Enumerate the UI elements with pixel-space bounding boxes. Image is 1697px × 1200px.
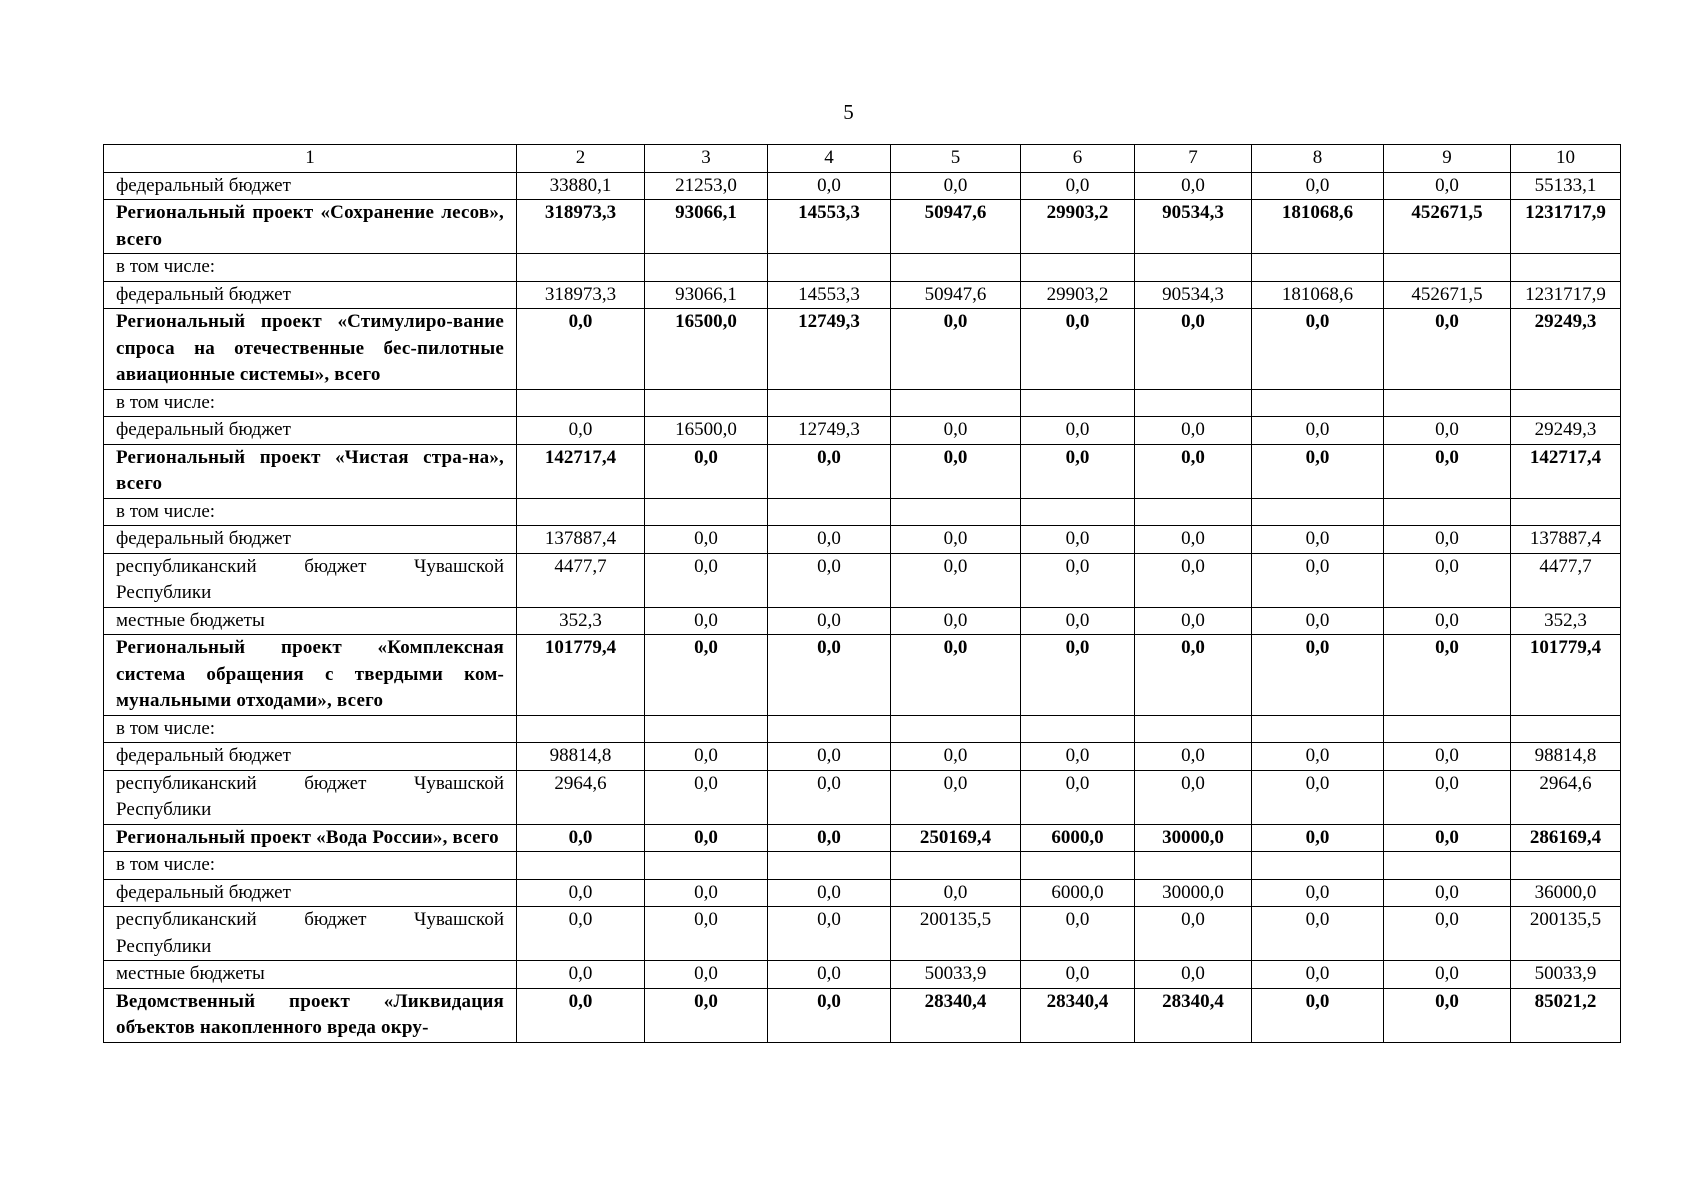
value-cell	[517, 715, 645, 743]
row-label: федеральный бюджет	[104, 743, 517, 771]
value-cell: 2964,6	[1511, 770, 1621, 824]
value-cell: 50947,6	[891, 281, 1021, 309]
row-label: Региональный проект «Вода России», всего	[104, 824, 517, 852]
table-row	[104, 254, 1621, 282]
value-cell: 0,0	[517, 309, 645, 390]
value-cell	[645, 254, 768, 282]
value-cell	[891, 715, 1021, 743]
value-cell: 142717,4	[1511, 444, 1621, 498]
value-cell: 0,0	[1135, 309, 1252, 390]
table-row	[104, 852, 1621, 880]
row-label: федеральный бюджет	[104, 172, 517, 200]
value-cell: 0,0	[517, 879, 645, 907]
value-cell: 0,0	[1252, 743, 1384, 771]
table-row	[104, 988, 1621, 1042]
value-cell: 0,0	[1384, 526, 1511, 554]
value-cell: 0,0	[1021, 444, 1135, 498]
table-row	[104, 526, 1621, 554]
value-cell	[645, 852, 768, 880]
value-cell	[517, 389, 645, 417]
value-cell: 16500,0	[645, 417, 768, 445]
value-cell: 28340,4	[1021, 988, 1135, 1042]
table-row	[104, 444, 1621, 498]
table-row	[104, 172, 1621, 200]
value-cell: 0,0	[1384, 907, 1511, 961]
row-label: Региональный проект «Сохранение лесов», всего	[104, 200, 517, 254]
value-cell: 0,0	[1252, 526, 1384, 554]
value-cell: 90534,3	[1135, 200, 1252, 254]
value-cell: 352,3	[517, 607, 645, 635]
table-row	[104, 907, 1621, 961]
row-label: республиканский бюджет Чувашской Республики	[104, 770, 517, 824]
budget-table	[103, 144, 1621, 1043]
value-cell: 0,0	[1021, 526, 1135, 554]
value-cell	[1021, 715, 1135, 743]
value-cell	[517, 852, 645, 880]
value-cell: 0,0	[1252, 988, 1384, 1042]
value-cell: 0,0	[1135, 417, 1252, 445]
row-label: в том числе:	[104, 389, 517, 417]
value-cell: 14553,3	[768, 281, 891, 309]
value-cell: 0,0	[891, 553, 1021, 607]
value-cell: 0,0	[768, 824, 891, 852]
value-cell: 0,0	[645, 988, 768, 1042]
value-cell	[1511, 715, 1621, 743]
value-cell: 0,0	[517, 961, 645, 989]
value-cell: 21253,0	[645, 172, 768, 200]
table-row	[104, 498, 1621, 526]
value-cell: 137887,4	[517, 526, 645, 554]
value-cell: 0,0	[645, 553, 768, 607]
row-label: в том числе:	[104, 498, 517, 526]
value-cell: 318973,3	[517, 281, 645, 309]
column-header: 4	[768, 145, 891, 173]
value-cell: 93066,1	[645, 281, 768, 309]
value-cell: 181068,6	[1252, 281, 1384, 309]
value-cell: 29903,2	[1021, 281, 1135, 309]
value-cell: 12749,3	[768, 309, 891, 390]
row-label: Региональный проект «Комплексная система обращения с твердыми ком-мунальными отходами», всего	[104, 635, 517, 716]
value-cell: 0,0	[645, 743, 768, 771]
value-cell	[645, 389, 768, 417]
value-cell: 137887,4	[1511, 526, 1621, 554]
table-row	[104, 607, 1621, 635]
table-row	[104, 635, 1621, 716]
value-cell: 0,0	[1021, 770, 1135, 824]
value-cell: 0,0	[645, 607, 768, 635]
value-cell: 0,0	[1135, 907, 1252, 961]
value-cell: 0,0	[1384, 607, 1511, 635]
value-cell	[1252, 498, 1384, 526]
value-cell: 0,0	[1384, 635, 1511, 716]
value-cell: 85021,2	[1511, 988, 1621, 1042]
value-cell: 0,0	[645, 907, 768, 961]
value-cell	[768, 389, 891, 417]
value-cell: 28340,4	[1135, 988, 1252, 1042]
value-cell: 4477,7	[517, 553, 645, 607]
value-cell: 0,0	[1384, 824, 1511, 852]
value-cell: 0,0	[1021, 172, 1135, 200]
value-cell: 0,0	[768, 770, 891, 824]
table-row	[104, 879, 1621, 907]
value-cell: 0,0	[768, 607, 891, 635]
value-cell: 90534,3	[1135, 281, 1252, 309]
table-row	[104, 417, 1621, 445]
row-label: в том числе:	[104, 852, 517, 880]
value-cell: 2964,6	[517, 770, 645, 824]
value-cell: 0,0	[891, 444, 1021, 498]
value-cell: 101779,4	[1511, 635, 1621, 716]
value-cell: 0,0	[1135, 553, 1252, 607]
value-cell: 0,0	[891, 770, 1021, 824]
value-cell: 0,0	[891, 607, 1021, 635]
value-cell: 250169,4	[891, 824, 1021, 852]
value-cell: 28340,4	[891, 988, 1021, 1042]
value-cell: 0,0	[768, 879, 891, 907]
value-cell: 0,0	[1384, 988, 1511, 1042]
value-cell: 12749,3	[768, 417, 891, 445]
value-cell: 0,0	[1384, 444, 1511, 498]
value-cell	[1252, 254, 1384, 282]
table-row	[104, 200, 1621, 254]
value-cell	[1135, 852, 1252, 880]
value-cell	[1252, 715, 1384, 743]
value-cell: 0,0	[768, 553, 891, 607]
value-cell	[1252, 389, 1384, 417]
value-cell: 0,0	[1135, 172, 1252, 200]
value-cell: 55133,1	[1511, 172, 1621, 200]
value-cell: 30000,0	[1135, 824, 1252, 852]
table-row	[104, 553, 1621, 607]
value-cell: 0,0	[645, 770, 768, 824]
value-cell	[1384, 254, 1511, 282]
value-cell	[1252, 852, 1384, 880]
value-cell	[891, 389, 1021, 417]
table-row	[104, 281, 1621, 309]
value-cell: 0,0	[1384, 879, 1511, 907]
value-cell: 0,0	[1384, 309, 1511, 390]
value-cell: 318973,3	[517, 200, 645, 254]
value-cell	[1384, 498, 1511, 526]
value-cell: 0,0	[891, 743, 1021, 771]
value-cell: 0,0	[1252, 444, 1384, 498]
value-cell: 101779,4	[517, 635, 645, 716]
value-cell: 0,0	[1252, 879, 1384, 907]
table-body	[104, 145, 1621, 1043]
row-label: местные бюджеты	[104, 607, 517, 635]
value-cell: 0,0	[891, 635, 1021, 716]
value-cell: 0,0	[1021, 607, 1135, 635]
row-label: федеральный бюджет	[104, 879, 517, 907]
value-cell: 0,0	[1021, 743, 1135, 771]
value-cell: 0,0	[768, 988, 891, 1042]
value-cell: 0,0	[517, 824, 645, 852]
value-cell: 0,0	[1384, 417, 1511, 445]
value-cell: 0,0	[1021, 417, 1135, 445]
value-cell: 0,0	[1252, 635, 1384, 716]
value-cell: 0,0	[891, 309, 1021, 390]
value-cell: 0,0	[1252, 907, 1384, 961]
value-cell: 286169,4	[1511, 824, 1621, 852]
value-cell: 50033,9	[891, 961, 1021, 989]
column-header: 9	[1384, 145, 1511, 173]
value-cell: 0,0	[1021, 635, 1135, 716]
value-cell: 0,0	[1384, 743, 1511, 771]
value-cell: 142717,4	[517, 444, 645, 498]
value-cell	[891, 254, 1021, 282]
value-cell	[1511, 389, 1621, 417]
value-cell	[1135, 715, 1252, 743]
value-cell	[1021, 498, 1135, 526]
table-row	[104, 309, 1621, 390]
value-cell: 0,0	[1021, 961, 1135, 989]
value-cell: 0,0	[1384, 172, 1511, 200]
value-cell: 29903,2	[1021, 200, 1135, 254]
value-cell: 0,0	[1384, 770, 1511, 824]
value-cell	[1135, 254, 1252, 282]
value-cell: 29249,3	[1511, 417, 1621, 445]
value-cell: 50947,6	[891, 200, 1021, 254]
value-cell	[768, 715, 891, 743]
value-cell: 0,0	[1135, 607, 1252, 635]
value-cell: 0,0	[768, 635, 891, 716]
value-cell: 0,0	[1135, 526, 1252, 554]
row-label: федеральный бюджет	[104, 526, 517, 554]
row-label: Региональный проект «Чистая стра-на», всего	[104, 444, 517, 498]
value-cell	[517, 498, 645, 526]
value-cell	[645, 498, 768, 526]
column-header: 1	[104, 145, 517, 173]
value-cell: 0,0	[891, 417, 1021, 445]
value-cell: 0,0	[891, 172, 1021, 200]
row-label: Региональный проект «Стимулиро-вание спроса на отечественные бес-пилотные авиационные системы», всего	[104, 309, 517, 390]
value-cell: 0,0	[517, 417, 645, 445]
value-cell: 6000,0	[1021, 824, 1135, 852]
value-cell: 98814,8	[517, 743, 645, 771]
value-cell: 0,0	[645, 526, 768, 554]
value-cell	[1511, 852, 1621, 880]
table-row	[104, 389, 1621, 417]
value-cell: 0,0	[1252, 309, 1384, 390]
value-cell: 0,0	[1384, 961, 1511, 989]
value-cell: 0,0	[1252, 417, 1384, 445]
value-cell: 0,0	[768, 961, 891, 989]
value-cell: 181068,6	[1252, 200, 1384, 254]
value-cell: 0,0	[645, 824, 768, 852]
value-cell: 98814,8	[1511, 743, 1621, 771]
column-header: 7	[1135, 145, 1252, 173]
value-cell	[768, 498, 891, 526]
value-cell	[891, 498, 1021, 526]
value-cell: 452671,5	[1384, 200, 1511, 254]
table-row	[104, 770, 1621, 824]
value-cell: 452671,5	[1384, 281, 1511, 309]
value-cell: 0,0	[1252, 770, 1384, 824]
column-header: 6	[1021, 145, 1135, 173]
value-cell: 0,0	[1252, 553, 1384, 607]
row-label: республиканский бюджет Чувашской Республики	[104, 553, 517, 607]
value-cell: 30000,0	[1135, 879, 1252, 907]
value-cell: 0,0	[768, 526, 891, 554]
value-cell: 93066,1	[645, 200, 768, 254]
value-cell: 0,0	[645, 879, 768, 907]
value-cell: 0,0	[1135, 770, 1252, 824]
value-cell: 0,0	[891, 879, 1021, 907]
value-cell	[768, 254, 891, 282]
value-cell	[1021, 852, 1135, 880]
value-cell: 0,0	[768, 743, 891, 771]
value-cell: 200135,5	[1511, 907, 1621, 961]
column-header: 10	[1511, 145, 1621, 173]
column-header: 3	[645, 145, 768, 173]
value-cell: 0,0	[645, 961, 768, 989]
row-label: местные бюджеты	[104, 961, 517, 989]
table-row	[104, 961, 1621, 989]
value-cell	[1135, 389, 1252, 417]
value-cell	[517, 254, 645, 282]
value-cell: 4477,7	[1511, 553, 1621, 607]
value-cell	[1021, 389, 1135, 417]
value-cell	[645, 715, 768, 743]
value-cell: 0,0	[1135, 961, 1252, 989]
table-row	[104, 715, 1621, 743]
value-cell	[1384, 852, 1511, 880]
value-cell: 14553,3	[768, 200, 891, 254]
row-label: федеральный бюджет	[104, 281, 517, 309]
column-number-row	[104, 145, 1621, 173]
value-cell: 0,0	[1252, 172, 1384, 200]
value-cell: 0,0	[1135, 743, 1252, 771]
value-cell: 0,0	[1021, 907, 1135, 961]
value-cell: 0,0	[1252, 824, 1384, 852]
value-cell: 0,0	[517, 907, 645, 961]
row-label: республиканский бюджет Чувашской Республики	[104, 907, 517, 961]
value-cell: 0,0	[1135, 444, 1252, 498]
value-cell: 6000,0	[1021, 879, 1135, 907]
value-cell: 0,0	[1021, 309, 1135, 390]
column-header: 5	[891, 145, 1021, 173]
value-cell: 33880,1	[517, 172, 645, 200]
row-label: Ведомственный проект «Ликвидация объектов накопленного вреда окру-	[104, 988, 517, 1042]
value-cell: 0,0	[645, 635, 768, 716]
value-cell: 0,0	[1252, 607, 1384, 635]
value-cell: 1231717,9	[1511, 200, 1621, 254]
value-cell: 0,0	[1135, 635, 1252, 716]
value-cell	[891, 852, 1021, 880]
value-cell: 0,0	[768, 444, 891, 498]
value-cell	[1384, 389, 1511, 417]
value-cell: 0,0	[1252, 961, 1384, 989]
table-row	[104, 743, 1621, 771]
value-cell: 16500,0	[645, 309, 768, 390]
value-cell	[768, 852, 891, 880]
value-cell	[1021, 254, 1135, 282]
value-cell: 0,0	[517, 988, 645, 1042]
value-cell	[1384, 715, 1511, 743]
value-cell: 0,0	[645, 444, 768, 498]
value-cell	[1511, 254, 1621, 282]
value-cell: 50033,9	[1511, 961, 1621, 989]
row-label: в том числе:	[104, 254, 517, 282]
value-cell: 0,0	[768, 907, 891, 961]
row-label: федеральный бюджет	[104, 417, 517, 445]
row-label: в том числе:	[104, 715, 517, 743]
column-header: 8	[1252, 145, 1384, 173]
column-header: 2	[517, 145, 645, 173]
value-cell: 0,0	[891, 526, 1021, 554]
page-number: 5	[843, 100, 854, 124]
value-cell	[1511, 498, 1621, 526]
value-cell: 352,3	[1511, 607, 1621, 635]
value-cell: 0,0	[1384, 553, 1511, 607]
value-cell: 36000,0	[1511, 879, 1621, 907]
value-cell: 1231717,9	[1511, 281, 1621, 309]
value-cell: 200135,5	[891, 907, 1021, 961]
value-cell: 0,0	[1021, 553, 1135, 607]
value-cell: 0,0	[768, 172, 891, 200]
value-cell	[1135, 498, 1252, 526]
value-cell: 29249,3	[1511, 309, 1621, 390]
table-row	[104, 824, 1621, 852]
